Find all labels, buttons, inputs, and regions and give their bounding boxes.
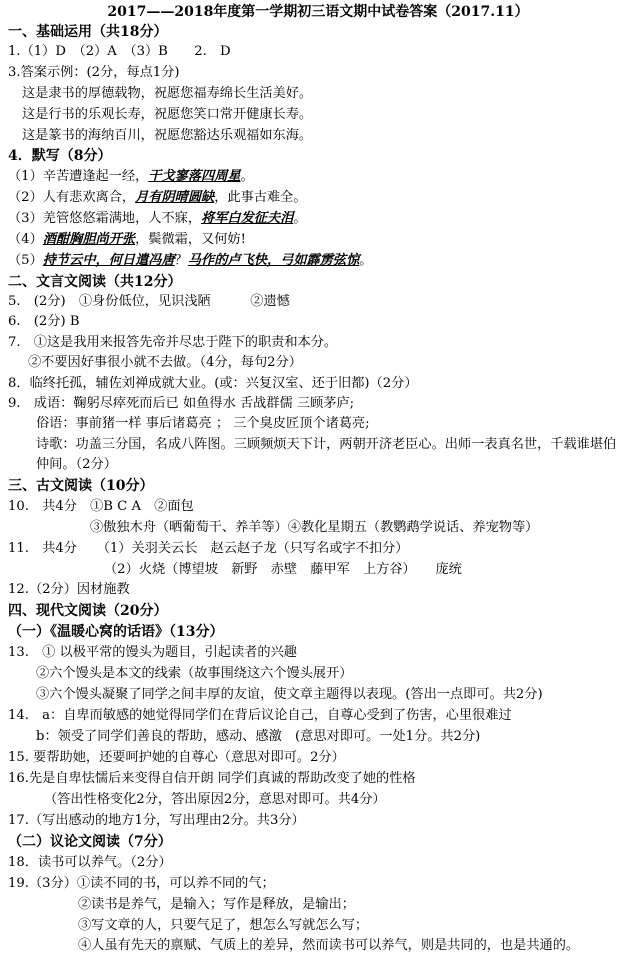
answer-q5: 5. (2分) ①身份低位，见识浅陋 ②遗憾 bbox=[8, 294, 290, 309]
dictation-line-5 bbox=[8, 251, 632, 271]
dictation-text: （4） bbox=[8, 232, 43, 247]
answer-q7-line-2: ②不要因好事很小就不去做。（4分，每句2分） bbox=[28, 355, 302, 370]
answer-q3-example-3: 这是篆书的海纳百川，祝愿您豁达乐观福如东海。 bbox=[22, 128, 313, 143]
section-heading-classical: 二、文言文阅读（共12分） bbox=[8, 274, 182, 290]
answer-q18: 18．读书可以养气。（2分） bbox=[8, 855, 172, 870]
dictation-answer: 持节云中，何日遣冯唐 bbox=[42, 253, 175, 268]
answer-q6: 6. (2分) B bbox=[8, 314, 80, 329]
dictation-text: ？ bbox=[174, 253, 188, 268]
answer-q4-head: 4．默写（8分） bbox=[8, 148, 112, 164]
answer-q19-line-2: ②读书是养气，是输入；写作是释放，是输出； bbox=[78, 897, 355, 912]
answer-q16-line-2: （答出性格变化2分，答出原因2分，意思对即可。共4分） bbox=[44, 792, 386, 807]
dictation-answer: 干戈寥落四周星 bbox=[148, 169, 241, 184]
section-heading-ancient: 三、古文阅读（10分） bbox=[8, 478, 154, 494]
answer-q12: 12.（2分）因材施教 bbox=[8, 582, 130, 597]
answer-q10-line-1: 10. 共4分 ①B C A ②面包 bbox=[8, 499, 194, 514]
answer-q9-sayings: 俗语：事前猪一样 事后诸葛亮 ； 三个臭皮匠顶个诸葛亮; bbox=[36, 416, 370, 431]
answer-q9-idioms: 9. 成语：鞠躬尽瘁死而后已 如鱼得水 舌战群儒 三顾茅庐; bbox=[8, 396, 355, 411]
answer-q3-example-2: 这是行书的乐观长寿，祝愿您笑口常开健康长寿。 bbox=[22, 107, 313, 122]
dictation-text: 。 bbox=[359, 253, 373, 268]
answer-q10-line-2: ③傲独木舟（晒葡萄干、养羊等）④教化星期五（教鹦鹉学说话、养宠物等） bbox=[90, 520, 539, 535]
answer-q19-line-4: ④人虽有先天的禀赋、气质上的差异，然而读书可以养气，则是共同的，也是共通的。 bbox=[78, 938, 580, 953]
page-title: 2017——2018年度第一学期初三语文期中试卷答案（2017.11） bbox=[107, 4, 529, 20]
dictation-text: ，鬓微霜，又何妨! bbox=[135, 232, 246, 247]
dictation-answer: 马作的卢飞快，弓如霹雳弦惊 bbox=[187, 253, 360, 268]
dictation-line-2 bbox=[8, 188, 632, 208]
dictation-text: （1）辛苦遭逢起一经， bbox=[8, 169, 149, 184]
answer-q13-line-3: ③六个馒头凝聚了同学之间丰厚的友谊，使文章主题得以表现。(答出一点即可。共2分) bbox=[36, 687, 543, 702]
answer-q8: 8．临终托孤，辅佐刘禅成就大业。(或：兴复汉室、还于旧都)（2分） bbox=[8, 376, 418, 391]
answer-q3-head: 3.答案示例：(2分，每点1分) bbox=[8, 65, 180, 80]
subsection-heading-essay: （一）《温暖心窝的话语》（13分） bbox=[8, 624, 224, 640]
dictation-text: （3）羌管悠悠霜满地，人不寐， bbox=[8, 211, 202, 226]
section-heading-modern: 四、现代文阅读（20分） bbox=[8, 603, 168, 619]
dictation-answer: 月有阴晴圆缺 bbox=[135, 190, 215, 205]
dictation-text: 。 bbox=[293, 211, 307, 226]
answer-q14-line-2: b：领受了同学们善良的帮助，感动、感激 (意思对即可。一处1分。共2分) bbox=[36, 729, 481, 744]
dictation-text: ，此事古难全。 bbox=[214, 190, 307, 205]
answer-q14-line-1: 14. a：自卑而敏感的她觉得同学们在背后议论自己，自尊心受到了伤害，心里很难过 bbox=[8, 708, 512, 723]
answer-q7-line-1: 7. ①这是我用来报答先帝并尽忠于陛下的职责和本分。 bbox=[8, 335, 338, 350]
answer-q1-q2: 1.（1）D （2）A （3）B 2. D bbox=[8, 44, 231, 59]
dictation-text: 。 bbox=[240, 169, 254, 184]
dictation-text: （2）人有悲欢离合， bbox=[8, 190, 136, 205]
answer-q16-line-1: 16.先是自卑怯懦后来变得自信开朗 同学们真诚的帮助改变了她的性格 bbox=[8, 771, 416, 786]
answer-q13-line-1: 13. ① 以极平常的馒头为题目，引起读者的兴趣 bbox=[8, 645, 297, 660]
answer-q9-poem: 诗歌：功盖三分国，名成八阵图。三顾频烦天下计，两朝开济老臣心。出师一表真名世，千载谁堪伯仲间。（2分） bbox=[36, 437, 617, 472]
subsection-heading-argument: （二）议论文阅读（7分） bbox=[8, 834, 172, 850]
answer-q11-line-2: （2）火烧（博望坡 新野 赤壁 藤甲军 上方谷） 庞统 bbox=[104, 562, 462, 577]
section-heading-basic: 一、基础运用（共18分） bbox=[8, 24, 168, 40]
dictation-line-3 bbox=[8, 209, 632, 229]
answer-q3-example-1: 这是隶书的厚德载物，祝愿您福寿绵长生活美好。 bbox=[22, 86, 313, 101]
dictation-answer: 将军白发征夫泪 bbox=[201, 211, 294, 226]
answer-q17: 17.（写出感动的地方1分，写出理由2分。共3分） bbox=[8, 813, 305, 828]
answer-q19-line-1: 19.（3分）①读不同的书，可以养不同的气； bbox=[8, 876, 275, 891]
dictation-text: （5） bbox=[8, 253, 43, 268]
answer-q15: 15. 要帮助她，还要呵护她的自尊心（意思对即可。2分） bbox=[8, 750, 345, 765]
answer-q19-line-3: ③写文章的人，只要气足了，想怎么写就怎么写； bbox=[78, 918, 369, 933]
answer-q11-line-1: 11. 共4分 （1）关羽关云长 赵云赵子龙（只写名或字不扣分） bbox=[8, 541, 409, 556]
dictation-line-4 bbox=[8, 230, 632, 250]
dictation-answer: 酒酣胸胆尚开张 bbox=[42, 232, 136, 247]
dictation-line-1 bbox=[8, 167, 632, 187]
answer-q13-line-2: ②六个馒头是本文的线索（故事围绕这六个馒头展开） bbox=[36, 666, 353, 681]
